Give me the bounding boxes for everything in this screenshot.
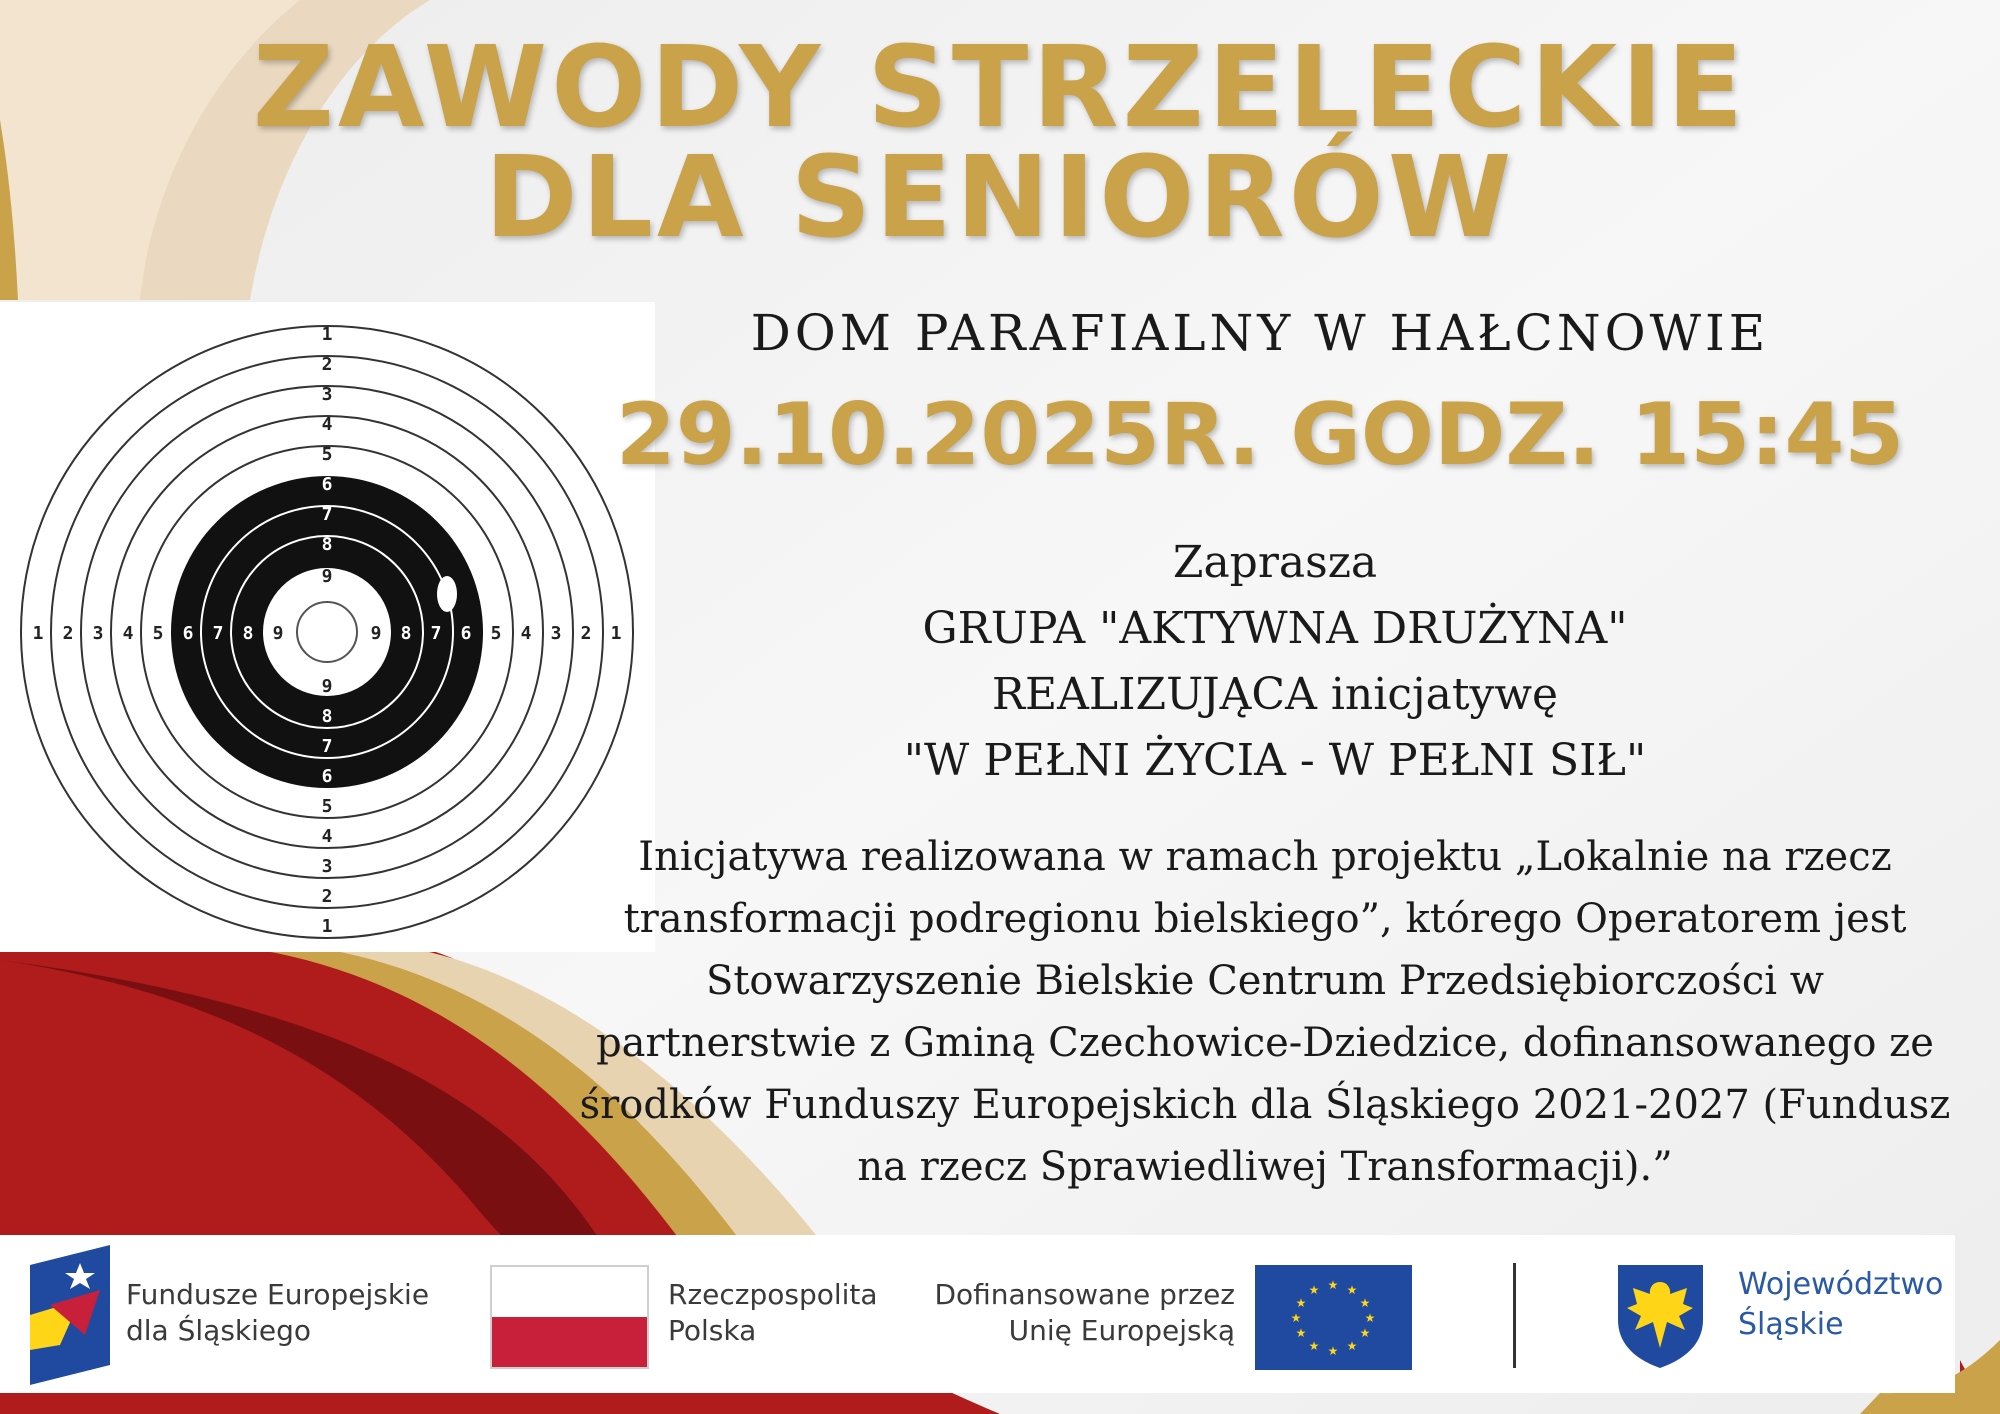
- target-num-left: 1: [32, 623, 44, 644]
- svg-text:★: ★: [1359, 1296, 1371, 1310]
- svg-text:9: 9: [321, 566, 333, 587]
- svg-text:★: ★: [1346, 1283, 1358, 1297]
- description-line-3: Stowarzyszenie Bielskie Centrum Przedsiębiorczości w: [705, 958, 1825, 1004]
- eu-logo-label: Dofinansowane przez Unię Europejską: [934, 1278, 1235, 1347]
- svg-text:6: 6: [321, 474, 333, 495]
- invitation-block: [560, 530, 1990, 794]
- svg-text:8: 8: [321, 534, 333, 555]
- description-line-6: na rzecz Sprawiedliwej Transformacji).”: [857, 1144, 1673, 1190]
- description-line-2: transformacji podregionu bielskiego”, którego Operatorem jest: [623, 896, 1907, 942]
- invite-line-4: "W PEŁNI ŻYCIA - W PEŁNI SIŁ": [903, 735, 1647, 786]
- svg-text:8: 8: [242, 623, 254, 644]
- svg-text:★: ★: [1364, 1311, 1376, 1325]
- svg-text:4: 4: [321, 414, 333, 435]
- funding-logos-bar: [0, 1235, 1955, 1393]
- event-datetime: 29.10.2025R. GODZ. 15:45: [615, 385, 1905, 485]
- target-num-bottom: 9: [321, 676, 333, 697]
- ws-logo-label: Województwo Śląskie: [1738, 1267, 1944, 1342]
- svg-text:7: 7: [321, 504, 333, 525]
- svg-text:2: 2: [62, 623, 74, 644]
- svg-text:★: ★: [1327, 1278, 1339, 1292]
- svg-text:2: 2: [580, 623, 592, 644]
- svg-text:7: 7: [430, 623, 442, 644]
- event-title-line1: ZAWODY STRZELECKIE: [252, 23, 1748, 153]
- target-num-right: 9: [370, 623, 382, 644]
- svg-text:8: 8: [321, 706, 333, 727]
- svg-text:4: 4: [122, 623, 134, 644]
- svg-text:1: 1: [610, 623, 622, 644]
- svg-text:3: 3: [92, 623, 104, 644]
- svg-text:7: 7: [321, 736, 333, 757]
- svg-text:★: ★: [1346, 1339, 1358, 1353]
- svg-text:3: 3: [321, 856, 333, 877]
- fundusze-europejskie-icon: [30, 1245, 110, 1385]
- rp-logo-label: Rzeczpospolita Polska: [668, 1278, 878, 1347]
- svg-text:2: 2: [321, 886, 333, 907]
- polish-flag-icon: [490, 1265, 649, 1369]
- svg-text:9: 9: [272, 623, 284, 644]
- description-line-1: Inicjatywa realizowana w ramach projektu „Lokalnie na rzecz: [638, 834, 1892, 880]
- svg-text:★: ★: [1308, 1283, 1320, 1297]
- description-line-5: środków Funduszy Europejskich dla Śląskiego 2021-2027 (Fundusz: [579, 1082, 1951, 1128]
- svg-text:1: 1: [321, 916, 333, 937]
- logo-divider: [1513, 1263, 1516, 1368]
- silesian-eagle-crest-icon: [1613, 1260, 1708, 1370]
- svg-text:5: 5: [490, 623, 502, 644]
- svg-text:5: 5: [321, 444, 333, 465]
- svg-text:★: ★: [1295, 1296, 1307, 1310]
- svg-text:6: 6: [460, 623, 472, 644]
- fe-logo-label: Fundusze Europejskie dla Śląskiego: [126, 1278, 430, 1347]
- svg-text:★: ★: [1308, 1339, 1320, 1353]
- eu-flag-icon: [1255, 1265, 1412, 1370]
- description-line-4: partnerstwie z Gminą Czechowice-Dziedzice, dofinansowanego ze: [596, 1020, 1934, 1066]
- svg-text:4: 4: [321, 826, 333, 847]
- invite-line-1: Zaprasza: [1172, 537, 1378, 588]
- svg-text:8: 8: [400, 623, 412, 644]
- svg-text:2: 2: [321, 354, 333, 375]
- project-description: [540, 826, 1990, 1198]
- target-num-top: 1: [321, 324, 333, 345]
- event-title-line2: DLA SENIORÓW: [484, 133, 1516, 263]
- svg-text:4: 4: [520, 623, 532, 644]
- invite-line-2: GRUPA "AKTYWNA DRUŻYNA": [922, 603, 1628, 654]
- svg-text:3: 3: [321, 384, 333, 405]
- svg-text:6: 6: [321, 766, 333, 787]
- svg-text:6: 6: [182, 623, 194, 644]
- venue-name: DOM PARAFIALNY W HAŁCNOWIE: [750, 304, 1770, 362]
- svg-text:★: ★: [1295, 1326, 1307, 1340]
- svg-text:★: ★: [1359, 1326, 1371, 1340]
- svg-text:★: ★: [1290, 1311, 1302, 1325]
- svg-text:5: 5: [321, 796, 333, 817]
- svg-text:5: 5: [152, 623, 164, 644]
- svg-text:★: ★: [1327, 1344, 1339, 1358]
- invite-line-3: REALIZUJĄCA inicjatywę: [991, 669, 1559, 720]
- svg-text:7: 7: [212, 623, 224, 644]
- svg-text:3: 3: [550, 623, 562, 644]
